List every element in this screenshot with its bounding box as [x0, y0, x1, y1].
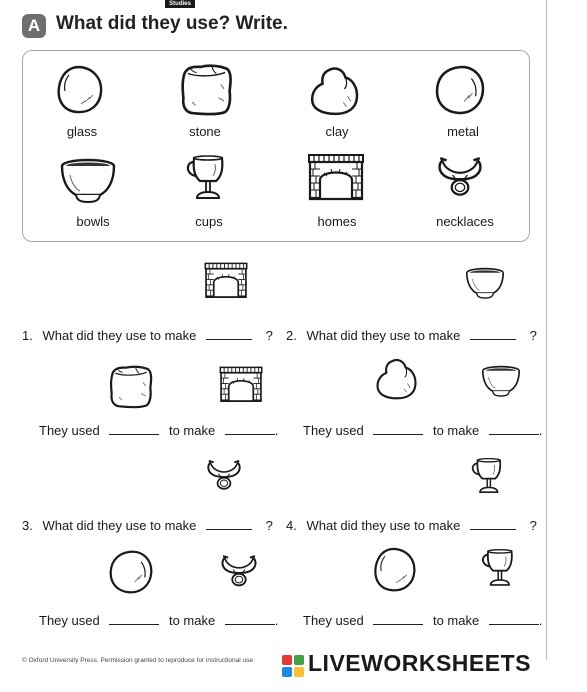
answer-blank-material[interactable]	[109, 623, 159, 625]
glass-ball-icon	[372, 546, 418, 594]
metal-ball-icon	[434, 64, 486, 116]
question-prompt: What did they use to make	[306, 328, 461, 343]
question-number: 4.	[286, 518, 297, 533]
word-bank-label: metal	[447, 124, 479, 139]
watermark-text: LIVEWORKSHEETS	[308, 650, 531, 676]
question-blank[interactable]	[206, 528, 252, 530]
word-bank-label: cups	[195, 214, 223, 229]
answer-end: .	[274, 423, 279, 438]
word-bank-label: necklaces	[436, 214, 494, 229]
answer-end: .	[274, 613, 279, 628]
activity-title: What did they use? Write.	[56, 13, 288, 34]
stone-home-icon	[203, 261, 249, 301]
activity-badge: A	[22, 14, 46, 38]
answer-prefix: They used	[39, 423, 100, 438]
answer-line-1	[39, 423, 278, 438]
answer-end: .	[538, 613, 543, 628]
answer-blank-item[interactable]	[489, 623, 539, 625]
logo-square	[282, 667, 292, 677]
answer-middle: to make	[432, 613, 480, 628]
word-bank-label: homes	[317, 214, 357, 229]
question-prompt: What did they use to make	[306, 518, 461, 533]
stone-home-icon	[306, 153, 366, 203]
question-number: 1.	[22, 328, 33, 343]
cup-icon	[478, 546, 520, 592]
question-prompt: What did they use to make	[42, 328, 197, 343]
word-bank-label: glass	[66, 124, 98, 139]
answer-blank-item[interactable]	[225, 623, 275, 625]
question-blank[interactable]	[470, 338, 516, 340]
answer-prefix: They used	[39, 613, 100, 628]
copyright-footer: © Oxford University Press. Permission granted to reproduce for instructional use	[22, 657, 253, 664]
answer-blank-material[interactable]	[373, 433, 423, 435]
answer-middle: to make	[168, 423, 216, 438]
question-prompt: What did they use to make	[42, 518, 197, 533]
bowl-icon	[480, 364, 522, 400]
answer-end: .	[538, 423, 543, 438]
word-bank-label: clay	[325, 124, 349, 139]
question-number: 3.	[22, 518, 33, 533]
question-number: 2.	[286, 328, 297, 343]
answer-prefix: They used	[303, 613, 364, 628]
question-3	[22, 518, 273, 533]
stone-home-icon	[218, 364, 264, 406]
logo-square	[294, 667, 304, 677]
answer-blank-material[interactable]	[373, 623, 423, 625]
answer-middle: to make	[432, 423, 480, 438]
stone-block-icon	[108, 364, 154, 410]
answer-blank-material[interactable]	[109, 433, 159, 435]
question-blank[interactable]	[470, 528, 516, 530]
question-1	[22, 328, 273, 343]
logo-square	[282, 655, 292, 665]
stone-block-icon	[179, 62, 234, 118]
cup-icon	[182, 154, 232, 204]
question-mark: ?	[265, 328, 273, 343]
page-edge-line	[546, 0, 547, 660]
answer-blank-item[interactable]	[225, 433, 275, 435]
necklace-icon	[218, 550, 260, 594]
section-tab: Studies	[165, 0, 195, 8]
answer-blank-item[interactable]	[489, 433, 539, 435]
necklace-icon	[434, 152, 486, 204]
word-bank-label: bowls	[76, 214, 110, 229]
question-blank[interactable]	[206, 338, 252, 340]
bowl-icon	[58, 157, 118, 207]
glass-ball-icon	[55, 64, 105, 116]
answer-line-2	[303, 423, 542, 438]
liveworksheets-logo-icon	[282, 655, 304, 677]
question-2	[286, 328, 537, 343]
clay-lump-icon	[308, 64, 360, 118]
answer-line-3	[39, 613, 278, 628]
answer-line-4	[303, 613, 542, 628]
logo-square	[294, 655, 304, 665]
word-bank-label: stone	[189, 124, 221, 139]
question-mark: ?	[529, 518, 537, 533]
necklace-icon	[204, 455, 244, 497]
question-mark: ?	[529, 328, 537, 343]
question-mark: ?	[265, 518, 273, 533]
answer-prefix: They used	[303, 423, 364, 438]
metal-ball-icon	[108, 549, 154, 595]
answer-middle: to make	[168, 613, 216, 628]
question-4	[286, 518, 537, 533]
bowl-icon	[464, 266, 506, 302]
cup-icon	[468, 455, 508, 499]
clay-lump-icon	[374, 356, 418, 402]
